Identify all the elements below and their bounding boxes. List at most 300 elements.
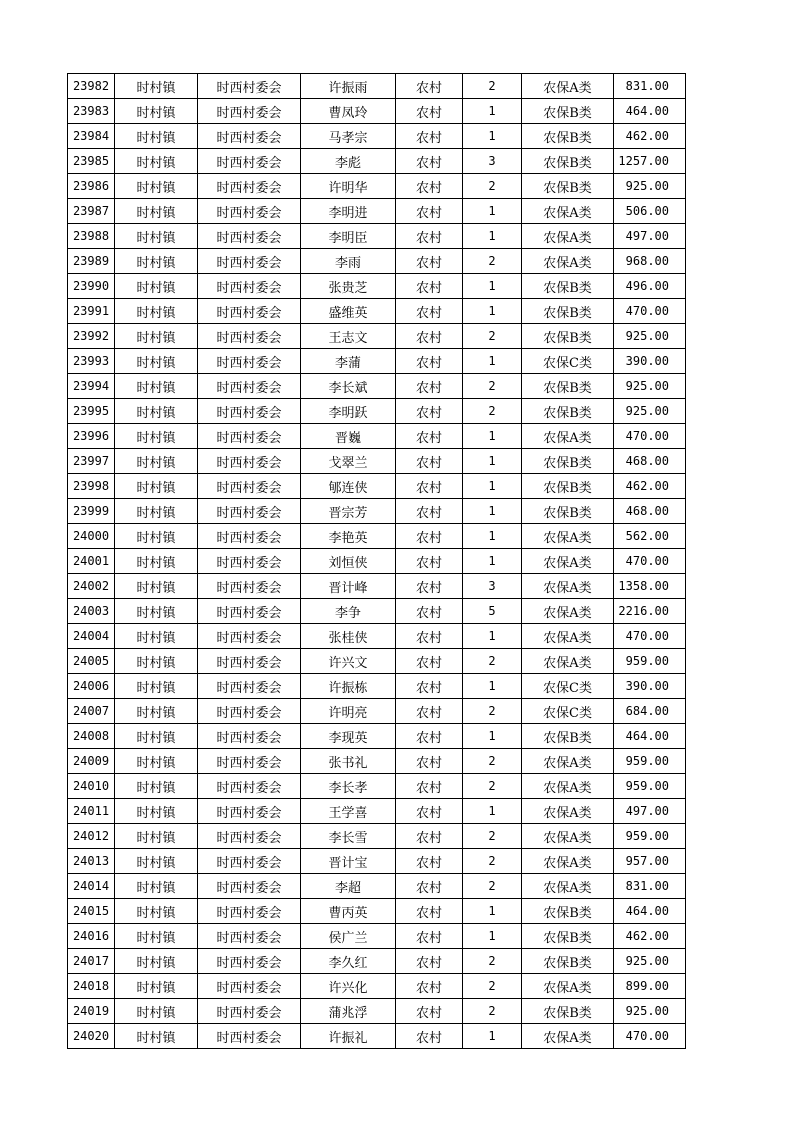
member-count-cell: 2 [463, 699, 522, 724]
household-type-cell: 农村 [396, 574, 463, 599]
member-count-cell: 1 [463, 624, 522, 649]
name-cell: 曹丙英 [301, 899, 396, 924]
name-cell: 许振雨 [301, 74, 396, 99]
name-cell: 王学喜 [301, 799, 396, 824]
amount-cell: 959.00 [614, 774, 686, 799]
insurance-category-cell: 农保B类 [522, 324, 614, 349]
town-cell: 时村镇 [115, 499, 198, 524]
insurance-category-cell: 农保A类 [522, 874, 614, 899]
household-type-cell: 农村 [396, 924, 463, 949]
insurance-category-cell: 农保A类 [522, 549, 614, 574]
table-row [68, 974, 686, 999]
table-row [68, 874, 686, 899]
amount-cell: 464.00 [614, 724, 686, 749]
table-row [68, 299, 686, 324]
table-row [68, 524, 686, 549]
village-committee-cell: 时西村委会 [198, 949, 301, 974]
name-cell: 刘恒侠 [301, 549, 396, 574]
household-type-cell: 农村 [396, 449, 463, 474]
village-committee-cell: 时西村委会 [198, 549, 301, 574]
amount-cell: 462.00 [614, 474, 686, 499]
table-row [68, 924, 686, 949]
town-cell: 时村镇 [115, 349, 198, 374]
household-type-cell: 农村 [396, 599, 463, 624]
name-cell: 李长雪 [301, 824, 396, 849]
village-committee-cell: 时西村委会 [198, 249, 301, 274]
village-committee-cell: 时西村委会 [198, 274, 301, 299]
member-count-cell: 1 [463, 1024, 522, 1049]
household-type-cell: 农村 [396, 1024, 463, 1049]
village-committee-cell: 时西村委会 [198, 824, 301, 849]
household-type-cell: 农村 [396, 224, 463, 249]
amount-cell: 470.00 [614, 624, 686, 649]
household-type-cell: 农村 [396, 524, 463, 549]
member-count-cell: 1 [463, 224, 522, 249]
insurance-category-cell: 农保A类 [522, 1024, 614, 1049]
record-id-cell: 23998 [68, 474, 115, 499]
village-committee-cell: 时西村委会 [198, 324, 301, 349]
table-row [68, 774, 686, 799]
name-cell: 李明进 [301, 199, 396, 224]
town-cell: 时村镇 [115, 549, 198, 574]
amount-cell: 462.00 [614, 124, 686, 149]
name-cell: 张贵芝 [301, 274, 396, 299]
table-row [68, 199, 686, 224]
town-cell: 时村镇 [115, 999, 198, 1024]
record-id-cell: 24017 [68, 949, 115, 974]
amount-cell: 831.00 [614, 74, 686, 99]
town-cell: 时村镇 [115, 299, 198, 324]
table-row [68, 149, 686, 174]
village-committee-cell: 时西村委会 [198, 124, 301, 149]
member-count-cell: 1 [463, 274, 522, 299]
household-type-cell: 农村 [396, 649, 463, 674]
name-cell: 李长斌 [301, 374, 396, 399]
table-row [68, 1024, 686, 1049]
record-id-cell: 23995 [68, 399, 115, 424]
member-count-cell: 2 [463, 999, 522, 1024]
table-row [68, 99, 686, 124]
table-row [68, 499, 686, 524]
insurance-category-cell: 农保A类 [522, 649, 614, 674]
amount-cell: 957.00 [614, 849, 686, 874]
village-committee-cell: 时西村委会 [198, 799, 301, 824]
table-row [68, 74, 686, 99]
village-committee-cell: 时西村委会 [198, 424, 301, 449]
household-type-cell: 农村 [396, 799, 463, 824]
member-count-cell: 2 [463, 749, 522, 774]
insurance-category-cell: 农保C类 [522, 349, 614, 374]
village-committee-cell: 时西村委会 [198, 774, 301, 799]
name-cell: 李争 [301, 599, 396, 624]
record-id-cell: 24009 [68, 749, 115, 774]
table-row [68, 224, 686, 249]
name-cell: 许明亮 [301, 699, 396, 724]
town-cell: 时村镇 [115, 874, 198, 899]
household-type-cell: 农村 [396, 99, 463, 124]
name-cell: 晋巍 [301, 424, 396, 449]
household-type-cell: 农村 [396, 974, 463, 999]
household-type-cell: 农村 [396, 274, 463, 299]
name-cell: 张桂侠 [301, 624, 396, 649]
table-row [68, 699, 686, 724]
member-count-cell: 1 [463, 199, 522, 224]
town-cell: 时村镇 [115, 649, 198, 674]
town-cell: 时村镇 [115, 799, 198, 824]
household-type-cell: 农村 [396, 474, 463, 499]
name-cell: 郇连侠 [301, 474, 396, 499]
amount-cell: 390.00 [614, 349, 686, 374]
member-count-cell: 1 [463, 124, 522, 149]
household-type-cell: 农村 [396, 124, 463, 149]
village-committee-cell: 时西村委会 [198, 574, 301, 599]
amount-cell: 959.00 [614, 824, 686, 849]
record-id-cell: 23988 [68, 224, 115, 249]
village-committee-cell: 时西村委会 [198, 474, 301, 499]
village-committee-cell: 时西村委会 [198, 374, 301, 399]
record-id-cell: 24000 [68, 524, 115, 549]
member-count-cell: 1 [463, 674, 522, 699]
insurance-category-cell: 农保A类 [522, 74, 614, 99]
town-cell: 时村镇 [115, 924, 198, 949]
member-count-cell: 1 [463, 99, 522, 124]
name-cell: 许明华 [301, 174, 396, 199]
record-id-cell: 24005 [68, 649, 115, 674]
table-row [68, 749, 686, 774]
household-type-cell: 农村 [396, 249, 463, 274]
town-cell: 时村镇 [115, 574, 198, 599]
name-cell: 许兴化 [301, 974, 396, 999]
name-cell: 晋计宝 [301, 849, 396, 874]
town-cell: 时村镇 [115, 849, 198, 874]
name-cell: 李艳英 [301, 524, 396, 549]
table-row [68, 824, 686, 849]
household-type-cell: 农村 [396, 824, 463, 849]
member-count-cell: 1 [463, 299, 522, 324]
insurance-category-cell: 农保A类 [522, 599, 614, 624]
town-cell: 时村镇 [115, 424, 198, 449]
insurance-category-cell: 农保C类 [522, 674, 614, 699]
household-type-cell: 农村 [396, 999, 463, 1024]
insurance-category-cell: 农保A类 [522, 849, 614, 874]
amount-cell: 1257.00 [614, 149, 686, 174]
record-id-cell: 23994 [68, 374, 115, 399]
village-committee-cell: 时西村委会 [198, 74, 301, 99]
name-cell: 晋计峰 [301, 574, 396, 599]
name-cell: 李超 [301, 874, 396, 899]
amount-cell: 497.00 [614, 799, 686, 824]
village-committee-cell: 时西村委会 [198, 899, 301, 924]
table-row [68, 574, 686, 599]
member-count-cell: 3 [463, 574, 522, 599]
village-committee-cell: 时西村委会 [198, 874, 301, 899]
village-committee-cell: 时西村委会 [198, 674, 301, 699]
village-committee-cell: 时西村委会 [198, 724, 301, 749]
member-count-cell: 2 [463, 974, 522, 999]
village-committee-cell: 时西村委会 [198, 524, 301, 549]
town-cell: 时村镇 [115, 149, 198, 174]
table-row [68, 249, 686, 274]
insurance-category-cell: 农保A类 [522, 224, 614, 249]
name-cell: 戈翠兰 [301, 449, 396, 474]
insurance-category-cell: 农保A类 [522, 749, 614, 774]
name-cell: 李明跃 [301, 399, 396, 424]
town-cell: 时村镇 [115, 124, 198, 149]
insurance-category-cell: 农保A类 [522, 424, 614, 449]
town-cell: 时村镇 [115, 399, 198, 424]
amount-cell: 968.00 [614, 249, 686, 274]
record-id-cell: 24006 [68, 674, 115, 699]
amount-cell: 506.00 [614, 199, 686, 224]
insurance-category-cell: 农保B类 [522, 724, 614, 749]
table-row [68, 449, 686, 474]
amount-cell: 464.00 [614, 99, 686, 124]
insurance-category-cell: 农保A类 [522, 774, 614, 799]
record-id-cell: 24003 [68, 599, 115, 624]
insurance-category-cell: 农保B类 [522, 274, 614, 299]
household-type-cell: 农村 [396, 874, 463, 899]
record-id-cell: 23991 [68, 299, 115, 324]
record-id-cell: 23990 [68, 274, 115, 299]
record-id-cell: 24013 [68, 849, 115, 874]
member-count-cell: 2 [463, 249, 522, 274]
amount-cell: 468.00 [614, 449, 686, 474]
insurance-category-cell: 农保B类 [522, 399, 614, 424]
household-type-cell: 农村 [396, 299, 463, 324]
insurance-category-cell: 农保B类 [522, 299, 614, 324]
name-cell: 曹凤玲 [301, 99, 396, 124]
amount-cell: 899.00 [614, 974, 686, 999]
name-cell: 晋宗芳 [301, 499, 396, 524]
town-cell: 时村镇 [115, 949, 198, 974]
insurance-category-cell: 农保C类 [522, 699, 614, 724]
town-cell: 时村镇 [115, 374, 198, 399]
name-cell: 李现英 [301, 724, 396, 749]
insurance-category-cell: 农保B类 [522, 499, 614, 524]
member-count-cell: 2 [463, 74, 522, 99]
table-row [68, 899, 686, 924]
record-id-cell: 23984 [68, 124, 115, 149]
village-committee-cell: 时西村委会 [198, 399, 301, 424]
record-id-cell: 23996 [68, 424, 115, 449]
amount-cell: 470.00 [614, 299, 686, 324]
amount-cell: 925.00 [614, 374, 686, 399]
record-id-cell: 24007 [68, 699, 115, 724]
table-body [68, 74, 686, 1049]
table-row [68, 999, 686, 1024]
member-count-cell: 1 [463, 549, 522, 574]
name-cell: 许振栋 [301, 674, 396, 699]
record-id-cell: 23989 [68, 249, 115, 274]
household-type-cell: 农村 [396, 174, 463, 199]
record-id-cell: 24020 [68, 1024, 115, 1049]
town-cell: 时村镇 [115, 74, 198, 99]
town-cell: 时村镇 [115, 99, 198, 124]
town-cell: 时村镇 [115, 199, 198, 224]
name-cell: 李雨 [301, 249, 396, 274]
name-cell: 李彪 [301, 149, 396, 174]
household-type-cell: 农村 [396, 699, 463, 724]
household-type-cell: 农村 [396, 149, 463, 174]
member-count-cell: 3 [463, 149, 522, 174]
record-id-cell: 23993 [68, 349, 115, 374]
village-committee-cell: 时西村委会 [198, 849, 301, 874]
village-committee-cell: 时西村委会 [198, 449, 301, 474]
member-count-cell: 1 [463, 924, 522, 949]
town-cell: 时村镇 [115, 824, 198, 849]
table-row [68, 799, 686, 824]
town-cell: 时村镇 [115, 174, 198, 199]
household-type-cell: 农村 [396, 324, 463, 349]
insurance-category-cell: 农保A类 [522, 799, 614, 824]
record-id-cell: 24008 [68, 724, 115, 749]
record-id-cell: 24010 [68, 774, 115, 799]
member-count-cell: 1 [463, 424, 522, 449]
member-count-cell: 2 [463, 824, 522, 849]
household-type-cell: 农村 [396, 674, 463, 699]
amount-cell: 684.00 [614, 699, 686, 724]
insurance-category-cell: 农保A类 [522, 249, 614, 274]
town-cell: 时村镇 [115, 749, 198, 774]
town-cell: 时村镇 [115, 599, 198, 624]
village-committee-cell: 时西村委会 [198, 174, 301, 199]
amount-cell: 496.00 [614, 274, 686, 299]
amount-cell: 470.00 [614, 549, 686, 574]
amount-cell: 497.00 [614, 224, 686, 249]
record-id-cell: 23992 [68, 324, 115, 349]
member-count-cell: 2 [463, 774, 522, 799]
insurance-category-cell: 农保B类 [522, 374, 614, 399]
name-cell: 蒲兆浮 [301, 999, 396, 1024]
town-cell: 时村镇 [115, 1024, 198, 1049]
table-row [68, 674, 686, 699]
amount-cell: 390.00 [614, 674, 686, 699]
household-type-cell: 农村 [396, 749, 463, 774]
amount-cell: 470.00 [614, 424, 686, 449]
village-committee-cell: 时西村委会 [198, 349, 301, 374]
amount-cell: 470.00 [614, 1024, 686, 1049]
table-row [68, 724, 686, 749]
insurance-category-cell: 农保A类 [522, 524, 614, 549]
town-cell: 时村镇 [115, 724, 198, 749]
household-type-cell: 农村 [396, 499, 463, 524]
table-row [68, 474, 686, 499]
record-id-cell: 23983 [68, 99, 115, 124]
record-id-cell: 24004 [68, 624, 115, 649]
village-committee-cell: 时西村委会 [198, 1024, 301, 1049]
insurance-category-cell: 农保B类 [522, 999, 614, 1024]
insurance-category-cell: 农保B类 [522, 99, 614, 124]
amount-cell: 959.00 [614, 649, 686, 674]
name-cell: 马孝宗 [301, 124, 396, 149]
record-id-cell: 24015 [68, 899, 115, 924]
household-type-cell: 农村 [396, 724, 463, 749]
amount-cell: 925.00 [614, 949, 686, 974]
member-count-cell: 1 [463, 524, 522, 549]
amount-cell: 468.00 [614, 499, 686, 524]
insurance-category-cell: 农保B类 [522, 474, 614, 499]
village-committee-cell: 时西村委会 [198, 699, 301, 724]
town-cell: 时村镇 [115, 224, 198, 249]
town-cell: 时村镇 [115, 274, 198, 299]
amount-cell: 925.00 [614, 999, 686, 1024]
household-type-cell: 农村 [396, 199, 463, 224]
table-row [68, 849, 686, 874]
table-row [68, 349, 686, 374]
member-count-cell: 2 [463, 174, 522, 199]
amount-cell: 1358.00 [614, 574, 686, 599]
insurance-category-cell: 农保B类 [522, 949, 614, 974]
record-id-cell: 24019 [68, 999, 115, 1024]
amount-cell: 925.00 [614, 399, 686, 424]
name-cell: 侯广兰 [301, 924, 396, 949]
town-cell: 时村镇 [115, 899, 198, 924]
benefit-table [67, 73, 686, 1049]
town-cell: 时村镇 [115, 699, 198, 724]
town-cell: 时村镇 [115, 324, 198, 349]
record-id-cell: 24011 [68, 799, 115, 824]
table-row [68, 174, 686, 199]
table-row [68, 324, 686, 349]
name-cell: 张书礼 [301, 749, 396, 774]
member-count-cell: 1 [463, 899, 522, 924]
member-count-cell: 1 [463, 499, 522, 524]
member-count-cell: 2 [463, 399, 522, 424]
name-cell: 王志文 [301, 324, 396, 349]
insurance-category-cell: 农保B类 [522, 449, 614, 474]
amount-cell: 959.00 [614, 749, 686, 774]
table-row [68, 624, 686, 649]
village-committee-cell: 时西村委会 [198, 749, 301, 774]
amount-cell: 462.00 [614, 924, 686, 949]
record-id-cell: 23987 [68, 199, 115, 224]
record-id-cell: 23985 [68, 149, 115, 174]
amount-cell: 2216.00 [614, 599, 686, 624]
record-id-cell: 24014 [68, 874, 115, 899]
household-type-cell: 农村 [396, 424, 463, 449]
amount-cell: 464.00 [614, 899, 686, 924]
table-row [68, 549, 686, 574]
member-count-cell: 1 [463, 474, 522, 499]
town-cell: 时村镇 [115, 449, 198, 474]
village-committee-cell: 时西村委会 [198, 624, 301, 649]
record-id-cell: 23997 [68, 449, 115, 474]
record-id-cell: 24001 [68, 549, 115, 574]
record-id-cell: 24018 [68, 974, 115, 999]
insurance-category-cell: 农保B类 [522, 924, 614, 949]
table-row [68, 374, 686, 399]
member-count-cell: 1 [463, 349, 522, 374]
name-cell: 盛维英 [301, 299, 396, 324]
village-committee-cell: 时西村委会 [198, 299, 301, 324]
household-type-cell: 农村 [396, 399, 463, 424]
town-cell: 时村镇 [115, 474, 198, 499]
household-type-cell: 农村 [396, 949, 463, 974]
amount-cell: 562.00 [614, 524, 686, 549]
town-cell: 时村镇 [115, 974, 198, 999]
village-committee-cell: 时西村委会 [198, 199, 301, 224]
name-cell: 许振礼 [301, 1024, 396, 1049]
village-committee-cell: 时西村委会 [198, 649, 301, 674]
record-id-cell: 23986 [68, 174, 115, 199]
name-cell: 李明臣 [301, 224, 396, 249]
village-committee-cell: 时西村委会 [198, 99, 301, 124]
insurance-category-cell: 农保A类 [522, 824, 614, 849]
household-type-cell: 农村 [396, 849, 463, 874]
member-count-cell: 2 [463, 374, 522, 399]
household-type-cell: 农村 [396, 774, 463, 799]
insurance-category-cell: 农保B类 [522, 149, 614, 174]
